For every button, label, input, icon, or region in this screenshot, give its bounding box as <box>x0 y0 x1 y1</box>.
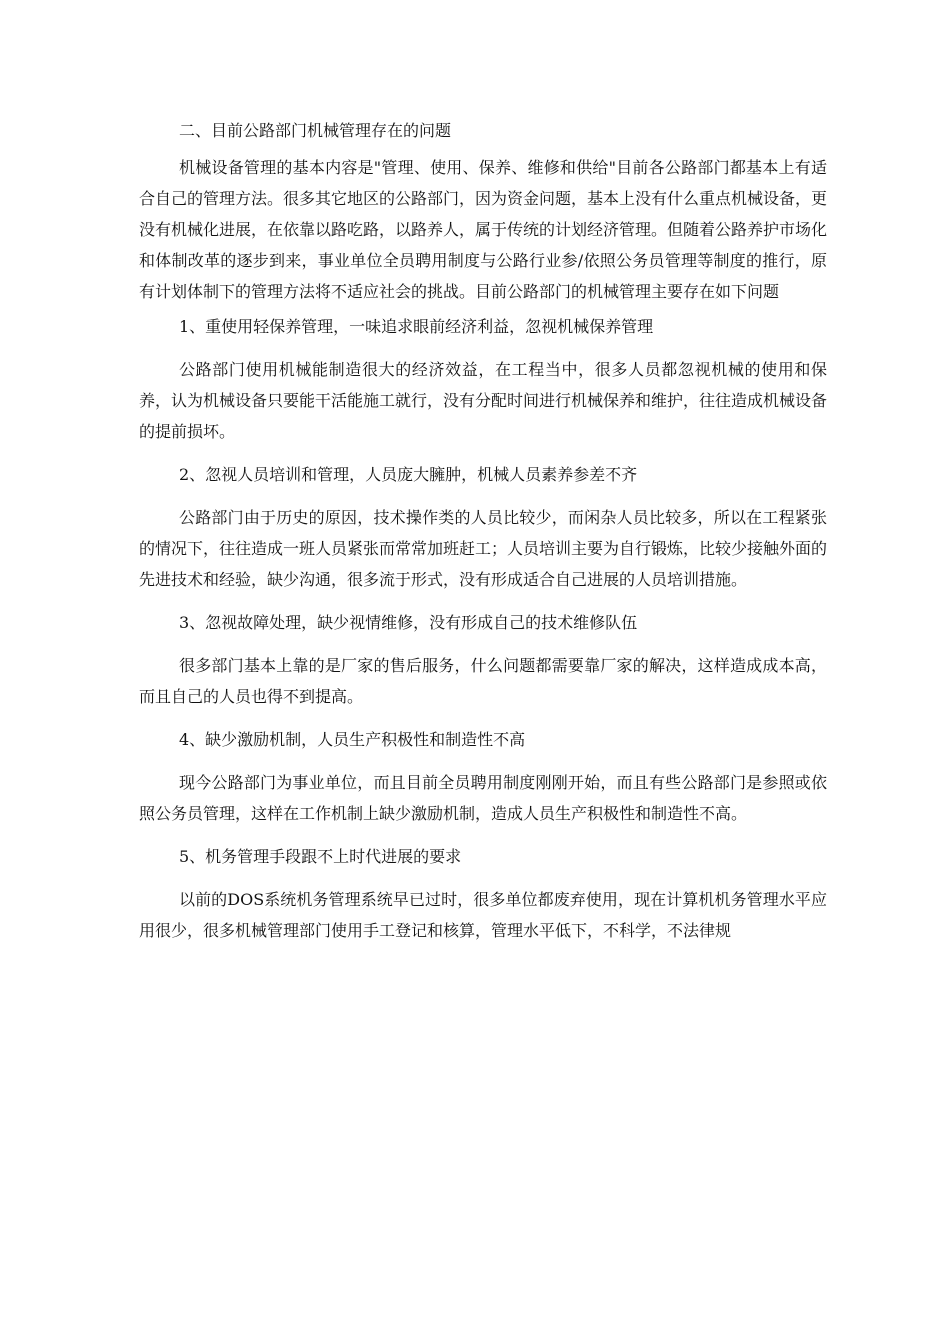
section-title: 二、目前公路部门机械管理存在的问题 <box>179 121 452 140</box>
intro-paragraph: 机械设备管理的基本内容是"管理、使用、保养、维修和供给"目前各公路部门都基本上有适合自己的管理方法。很多其它地区的公路部门，因为资金问题，基本上没有什么重点机械设备，更没有机械化进展，在依靠以路吃路，以路养人，属于传统的计划经济管理。但随着公路养护市场化和体制改革的逐步到来，事业单位全员聘用制度与公路行业参/依照公务员管理等制度的推行，原有计划体制下的管理方法将不适应社会的挑战。目前公路部门的机械管理主要存在如下问题 <box>139 158 828 301</box>
item-2-title: 2、忽视人员培训和管理，人员庞大臃肿，机械人员素养参差不齐 <box>179 465 638 484</box>
item-1-body: 公路部门使用机械能制造很大的经济效益，在工程当中，很多人员都忽视机械的使用和保养，认为机械设备只要能干活能施工就行，没有分配时间进行机械保养和维护，往往造成机械设备的提前损坏。 <box>139 360 828 441</box>
item-5-body: 以前的DOS系统机务管理系统早已过时，很多单位都废弃使用，现在计算机机务管理水平应用很少，很多机械管理部门使用手工登记和核算，管理水平低下，不科学，不法律规 <box>139 890 827 940</box>
item-4-body: 现今公路部门为事业单位，而且目前全员聘用制度刚刚开始，而且有些公路部门是参照或依照公务员管理，这样在工作机制上缺少激励机制，造成人员生产积极性和制造性不高。 <box>139 773 827 823</box>
document-body <box>139 115 827 958</box>
item-3-body: 很多部门基本上靠的是厂家的售后服务，什么问题都需要靠厂家的解决，这样造成成本高，而且自己的人员也得不到提高。 <box>139 656 827 706</box>
item-3-title: 3、忽视故障处理，缺少视情维修，没有形成自己的技术维修队伍 <box>179 613 638 632</box>
item-4-title: 4、缺少激励机制，人员生产积极性和制造性不高 <box>179 730 526 749</box>
item-5-title: 5、机务管理手段跟不上时代进展的要求 <box>179 847 462 866</box>
item-2-body: 公路部门由于历史的原因，技术操作类的人员比较少，而闲杂人员比较多，所以在工程紧张的情况下，往往造成一班人员紧张而常常加班赶工；人员培训主要为自行锻炼，比较少接触外面的先进技术和经验，缺少沟通，很多流于形式，没有形成适合自己进展的人员培训措施。 <box>139 508 828 589</box>
item-1-title: 1、重使用轻保养管理，一味追求眼前经济利益，忽视机械保养管理 <box>179 317 654 336</box>
